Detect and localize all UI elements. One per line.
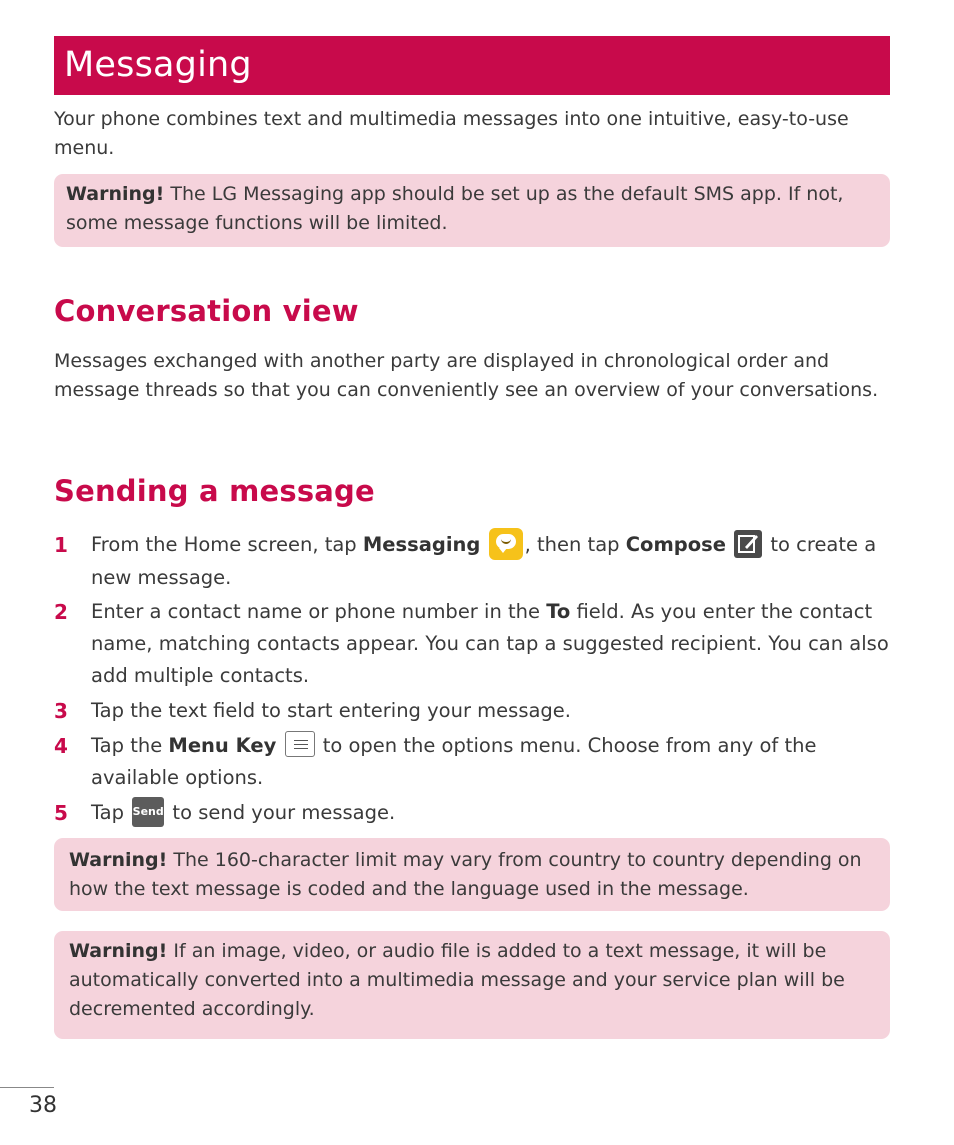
step-text-part: Enter a contact name or phone number in the bbox=[91, 600, 547, 623]
warning-label: Warning! bbox=[69, 849, 168, 871]
sending-heading: Sending a message bbox=[54, 474, 375, 508]
warning-label: Warning! bbox=[69, 940, 168, 962]
step-number: 5 bbox=[54, 801, 68, 825]
warning-label: Warning! bbox=[66, 183, 165, 205]
warning-box-top bbox=[54, 174, 890, 247]
warning-text: The 160-character limit may vary from country to country depending on how the text message is coded and the language used in the message. bbox=[69, 849, 862, 900]
conversation-body: Messages exchanged with another party are displayed in chronological order and message threads so that you can conveniently see an overview of your conversations. bbox=[54, 350, 879, 401]
step-bold-term: Menu Key bbox=[168, 734, 277, 757]
send-icon[interactable]: Send bbox=[132, 797, 164, 827]
step-number: 4 bbox=[54, 734, 68, 758]
step-text-part: to open the options menu. Choose from any of the available options. bbox=[91, 734, 817, 789]
step-text bbox=[91, 695, 891, 727]
footer-divider bbox=[0, 1087, 54, 1088]
page-header bbox=[54, 36, 890, 95]
step-text-part: Tap the bbox=[91, 734, 169, 757]
step-text-part: Tap bbox=[91, 801, 131, 824]
page-number: 38 bbox=[29, 1093, 57, 1118]
step-text-part: to create a new message. bbox=[91, 533, 877, 589]
step-text-part: field. As you enter the contact name, matching contacts appear. You can tap a suggested recipient. You can also add multiple contacts. bbox=[91, 600, 889, 687]
step-bold-term: To bbox=[546, 600, 571, 623]
step-number: 2 bbox=[54, 600, 68, 624]
step-text-part: Tap the text field to start entering your message. bbox=[91, 699, 572, 722]
menu-key-icon[interactable] bbox=[285, 731, 315, 757]
warning-text: If an image, video, or audio file is added to a text message, it will be automatically converted into a multimedia message and your service plan will be decremented accordingly. bbox=[69, 940, 845, 1020]
compose-icon[interactable] bbox=[734, 530, 762, 558]
step-text bbox=[91, 730, 891, 794]
intro-text: Your phone combines text and multimedia messages into one intuitive, easy-to-use menu. bbox=[54, 108, 849, 159]
step-text-part: , then tap bbox=[524, 533, 626, 556]
step-bold-term: Messaging bbox=[362, 533, 481, 556]
messaging-app-icon[interactable] bbox=[489, 528, 523, 560]
conversation-heading: Conversation view bbox=[54, 294, 359, 328]
warning-box-2 bbox=[54, 838, 890, 911]
warning-box-3 bbox=[54, 931, 890, 1039]
page-title: Messaging bbox=[64, 45, 252, 85]
step-number: 3 bbox=[54, 699, 68, 723]
step-text-part: to send your message. bbox=[166, 801, 396, 824]
step-text-part: From the Home screen, tap bbox=[91, 533, 363, 556]
warning-text: The LG Messaging app should be set up as the default SMS app. If not, some message functions will be limited. bbox=[66, 183, 844, 234]
step-text bbox=[91, 596, 891, 692]
step-bold-term: Compose bbox=[625, 533, 726, 556]
step-number: 1 bbox=[54, 533, 68, 557]
step-text bbox=[91, 797, 891, 829]
step-text bbox=[91, 529, 891, 594]
